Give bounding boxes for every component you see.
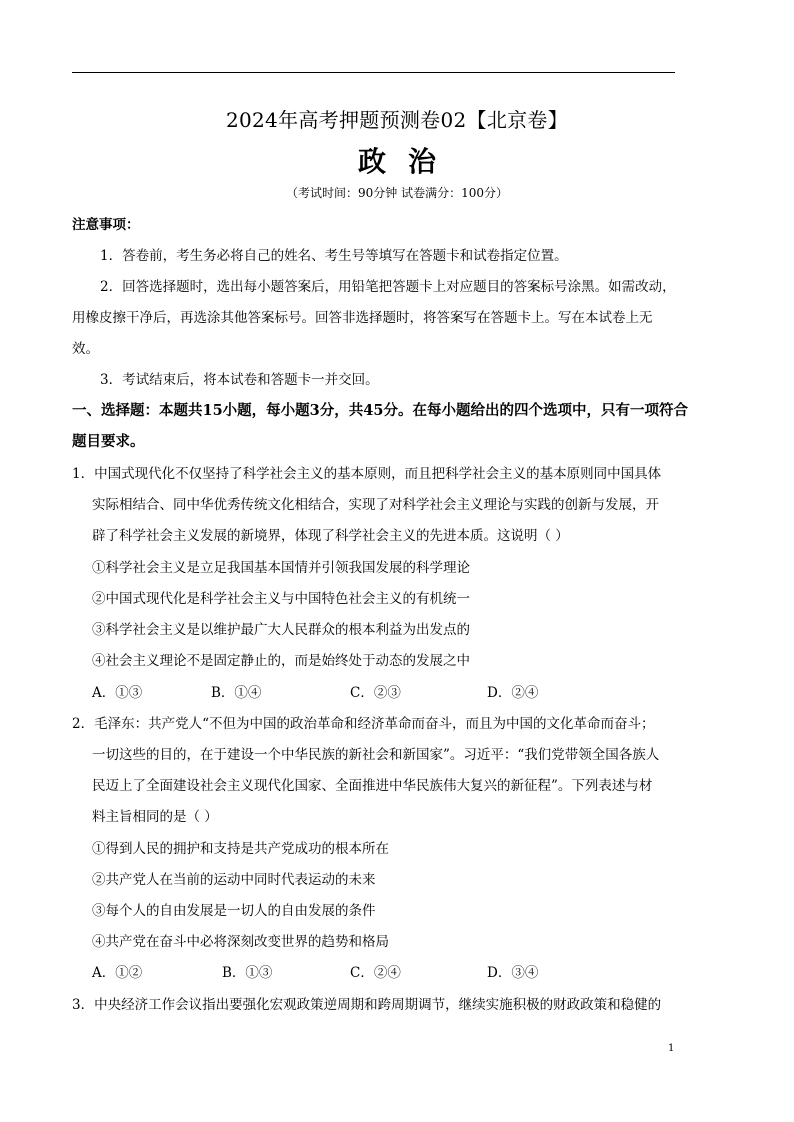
- exam-info: （考试时间：90分钟 试卷满分：100分）: [286, 186, 508, 200]
- question-stem: 1．中国式现代化不仅坚持了科学社会主义的基本原则，而且把科学社会主义的基本原则同中国具体: [72, 466, 662, 482]
- option-a: A．①②: [92, 965, 143, 981]
- statement-item: ①科学社会主义是立足我国基本国情并引领我国发展的科学理论: [92, 560, 470, 576]
- statement-item: ②共产党人在当前的运动中同时代表运动的未来: [92, 872, 376, 888]
- notes-heading: 注意事项：: [72, 217, 140, 233]
- statement-item: ④共产党在奋斗中必将深刻改变世界的趋势和格局: [92, 934, 389, 950]
- option-c: C．②③: [350, 685, 401, 701]
- subject-title: 政治: [357, 145, 458, 178]
- option-d: D．②④: [487, 685, 539, 701]
- option-a: A．①③: [92, 685, 143, 701]
- question-stem: 2．毛泽东：共产党人“不但为中国的政治革命和经济革命而奋斗，而且为中国的文化革命而奋斗；: [72, 716, 655, 732]
- page-number: 1: [668, 1043, 675, 1054]
- note-item-continued: 用橡皮擦干净后，再选涂其他答案标号。回答非选择题时，将答案写在答题卡上。写在本试卷上无: [72, 310, 653, 326]
- question-stem-continued: 料主旨相同的是（ ）: [92, 809, 218, 825]
- note-item: 2．回答选择题时，选出每小题答案后，用铅笔把答题卡上对应题目的答案标号涂黑。如需改动，: [100, 279, 676, 295]
- question-stem: 3．中央经济工作会议指出要强化宏观政策逆周期和跨周期调节，继续实施积极的财政政策和稳健的: [72, 997, 662, 1013]
- option-b: B．①④: [211, 685, 262, 701]
- question-stem-continued: 辟了科学社会主义发展的新境界，体现了科学社会主义的先进本质。这说明（ ）: [92, 528, 569, 544]
- exam-title: 2024年高考押题预测卷02【北京卷】: [225, 108, 569, 132]
- option-c: C．②④: [350, 965, 401, 981]
- statement-item: ②中国式现代化是科学社会主义与中国特色社会主义的有机统一: [92, 591, 470, 607]
- note-item-continued: 效。: [72, 341, 99, 357]
- question-stem-continued: 一切这些的目的，在于建设一个中华民族的新社会和新国家”。习近平：“我们党带领全国各族人: [92, 747, 660, 763]
- statement-item: ③每个人的自由发展是一切人的自由发展的条件: [92, 903, 376, 919]
- question-stem-continued: 民迈上了全面建设社会主义现代化国家、全面推进中华民族伟大复兴的新征程”。下列表述与材: [92, 778, 653, 794]
- section-heading-continued: 题目要求。: [72, 433, 145, 450]
- statement-item: ④社会主义理论不是固定静止的，而是始终处于动态的发展之中: [92, 653, 470, 669]
- statement-item: ①得到人民的拥护和支持是共产党成功的根本所在: [92, 841, 389, 857]
- section-heading: 一、选择题：本题共15小题，每小题3分，共45分。在每小题给出的四个选项中，只有一项符合: [72, 402, 688, 419]
- note-item: 1．答卷前，考生务必将自己的姓名、考生号等填写在答题卡和试卷指定位置。: [100, 248, 568, 264]
- option-b: B．①③: [222, 965, 273, 981]
- note-item: 3．考试结束后，将本试卷和答题卡一并交回。: [100, 372, 379, 388]
- header-rule: [72, 72, 675, 73]
- statement-item: ③科学社会主义是以维护最广大人民群众的根本利益为出发点的: [92, 622, 470, 638]
- option-d: D．③④: [487, 965, 539, 981]
- question-stem-continued: 实际相结合、同中华优秀传统文化相结合，实现了对科学社会主义理论与实践的创新与发展，开: [92, 497, 659, 513]
